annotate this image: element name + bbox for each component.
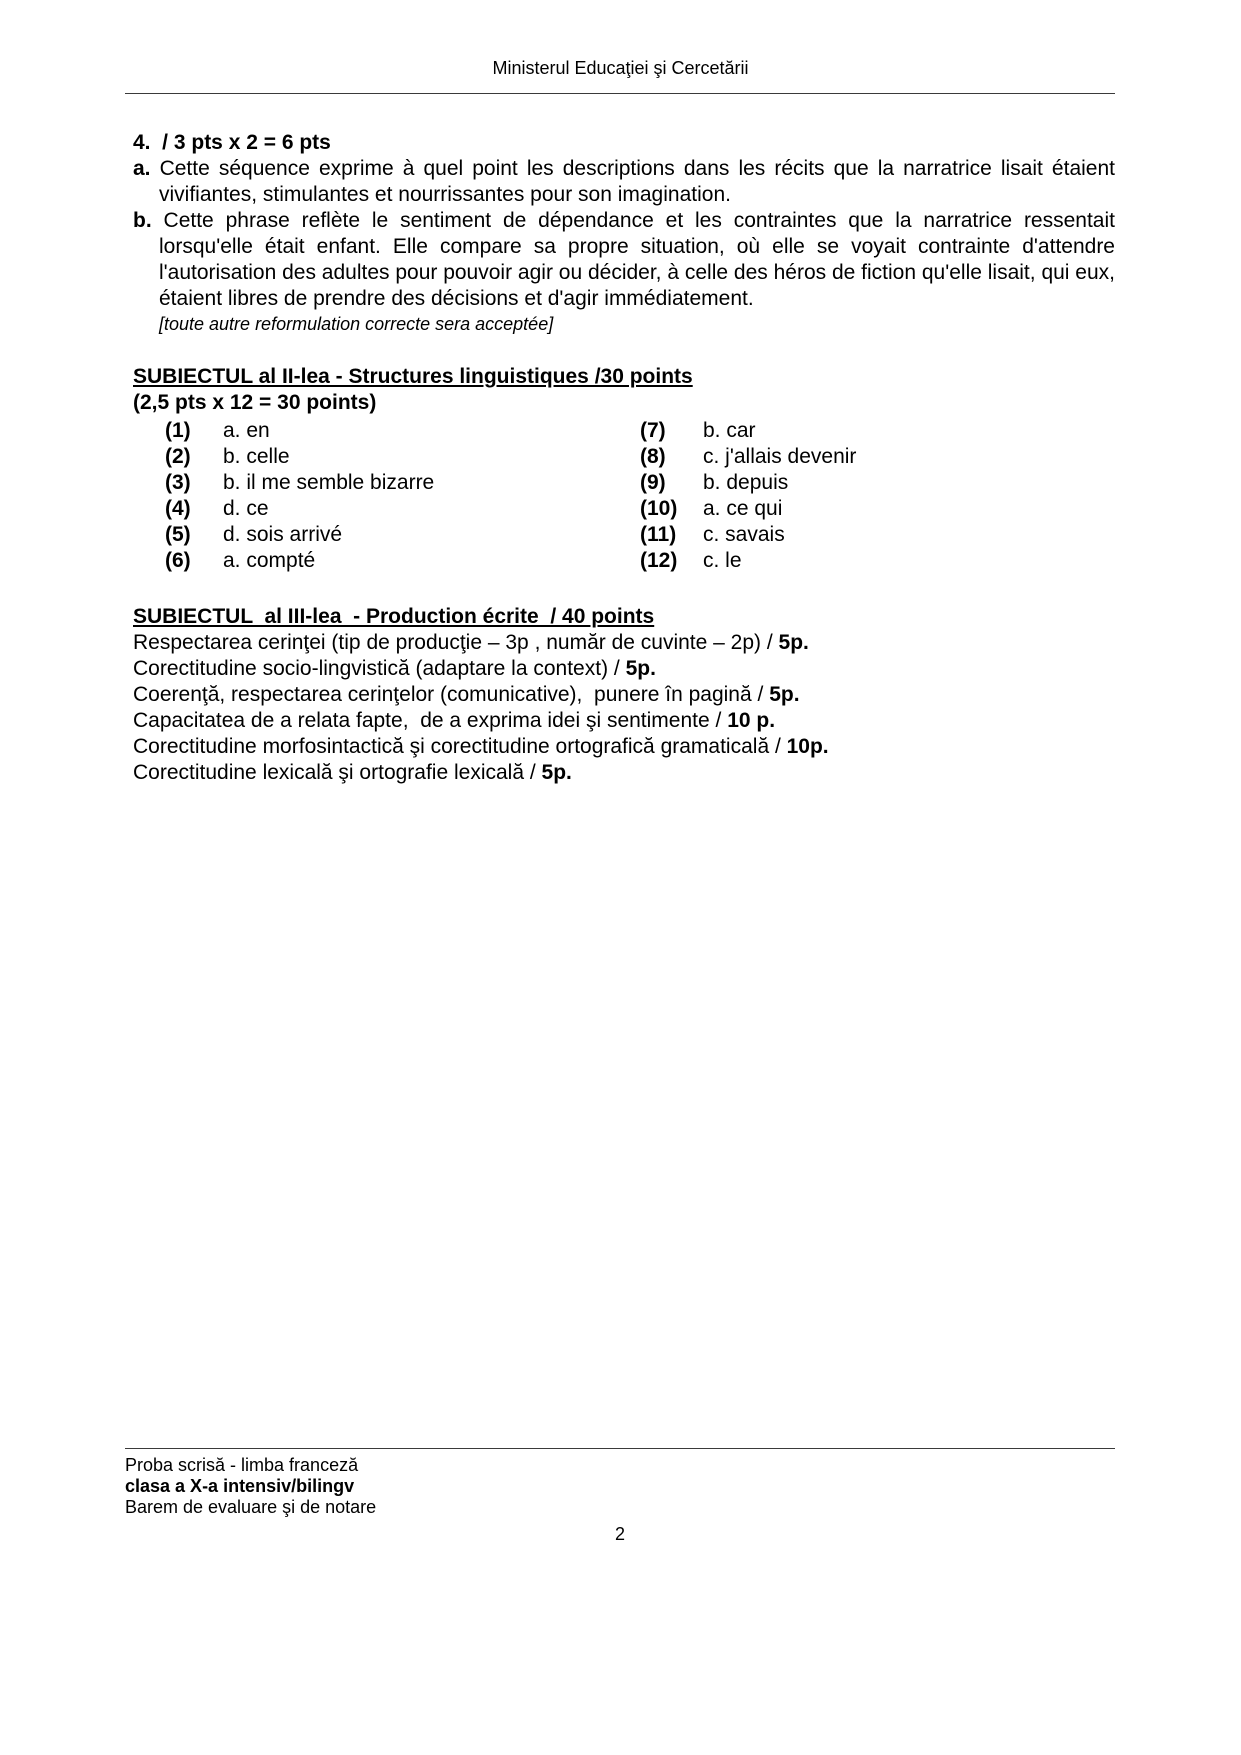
page-footer [125,1448,1115,1545]
criterion-line [133,708,1115,734]
criterion-text: Corectitudine lexicală şi ortografie lexicală / [133,761,542,784]
section4-title: 4. / 3 pts x 2 = 6 pts [133,131,331,154]
criterion-line [133,682,1115,708]
criterion-text: Coerenţă, respectarea cerinţelor (comunicative), punere în pagină / [133,683,770,706]
footer-exam-name: Proba scrisă - limba franceză [125,1455,359,1475]
criterion-points: 10p. [786,735,829,758]
item-number: (8) [640,445,666,468]
item-number: (5) [165,523,191,546]
item-number: (9) [640,471,666,494]
answer-row [165,522,1115,548]
criterion-text: Corectitudine morfosintactică şi corectitudine ortografică gramaticală / [133,735,787,758]
item-answer: c. j'allais devenir [703,445,857,468]
answer-row [165,470,1115,496]
item-answer: b. car [703,419,756,442]
criterion-points: 5p. [541,761,572,784]
item-number: (11) [640,523,677,546]
criterion-line [133,760,1115,786]
header-rule [125,93,1115,94]
item-number: (4) [165,497,191,520]
item-number: (7) [640,419,666,442]
criterion-text: Respectarea cerinţei (tip de producţie – 3p , număr de cuvinte – 2p) / [133,631,779,654]
footer-class: clasa a X-a intensiv/bilingv [125,1476,355,1496]
criterion-points: 10 p. [727,709,776,732]
item-number: (12) [640,549,678,572]
ministry-header: Ministerul Educaţiei şi Cercetării [492,58,749,78]
item-answer: a. ce qui [703,497,783,520]
item-number: (10) [640,497,678,520]
item-answer: c. le [703,549,742,572]
answer-row [165,496,1115,522]
criterion-text: Capacitatea de a relata fapte, de a exprima idei şi sentimente / [133,709,728,732]
item-answer: c. savais [703,523,785,546]
subject3-title: SUBIECTUL al III-lea - Production écrite / 40 points [133,605,655,628]
item-number: (2) [165,445,191,468]
acceptance-note: [toute autre reformulation correcte sera acceptée] [159,314,554,334]
criterion-text: Corectitudine socio-lingvistică (adaptare la context) / [133,657,626,680]
subject2-title: SUBIECTUL al II-lea - Structures linguistiques /30 points [133,365,693,388]
answer-row [165,418,1115,444]
answer-b-text: Cette phrase reflète le sentiment de dépendance et les contraintes que la narratrice ressentait lorsqu'elle était enfant. Elle compare sa propre situation, où elle se voyait contrainte d'attendre l'autorisation des adultes pour pouvoir agir ou décider, à celle des héros de fiction qu'elle lisait, qui eux, étaient libres de prendre des décisions et d'agir immédiatement. [159,209,1115,310]
page-number: 2 [614,1524,625,1544]
subject2-answer-grid [133,418,1115,574]
answer-a-label: a. [133,157,151,180]
subject2-subtitle: (2,5 pts x 12 = 30 points) [133,391,377,414]
answer-a-text: Cette séquence exprime à quel point les descriptions dans les récits que la narratrice lisait étaient vivifiantes, stimulantes et nourrissantes pour son imagination. [159,157,1115,206]
criterion-points: 5p. [625,657,656,680]
footer-doc-type: Barem de evaluare şi de notare [125,1497,377,1517]
item-number: (3) [165,471,191,494]
answer-row [165,548,1115,574]
item-answer: a. compté [223,549,316,572]
criterion-points: 5p. [778,631,809,654]
criterion-line [133,656,1115,682]
document-content [133,130,1115,786]
item-number: (1) [165,419,191,442]
footer-rule [125,1448,1115,1449]
item-answer: d. ce [223,497,269,520]
item-number: (6) [165,549,191,572]
answer-b [133,208,1115,312]
item-answer: d. sois arrivé [223,523,343,546]
item-answer: a. en [223,419,270,442]
answer-b-label: b. [133,209,152,232]
item-answer: b. il me semble bizarre [223,471,435,494]
criterion-line [133,630,1115,656]
item-answer: b. celle [223,445,290,468]
answer-row [165,444,1115,470]
item-answer: b. depuis [703,471,789,494]
criterion-points: 5p. [769,683,800,706]
criterion-line [133,734,1115,760]
answer-a [133,156,1115,208]
